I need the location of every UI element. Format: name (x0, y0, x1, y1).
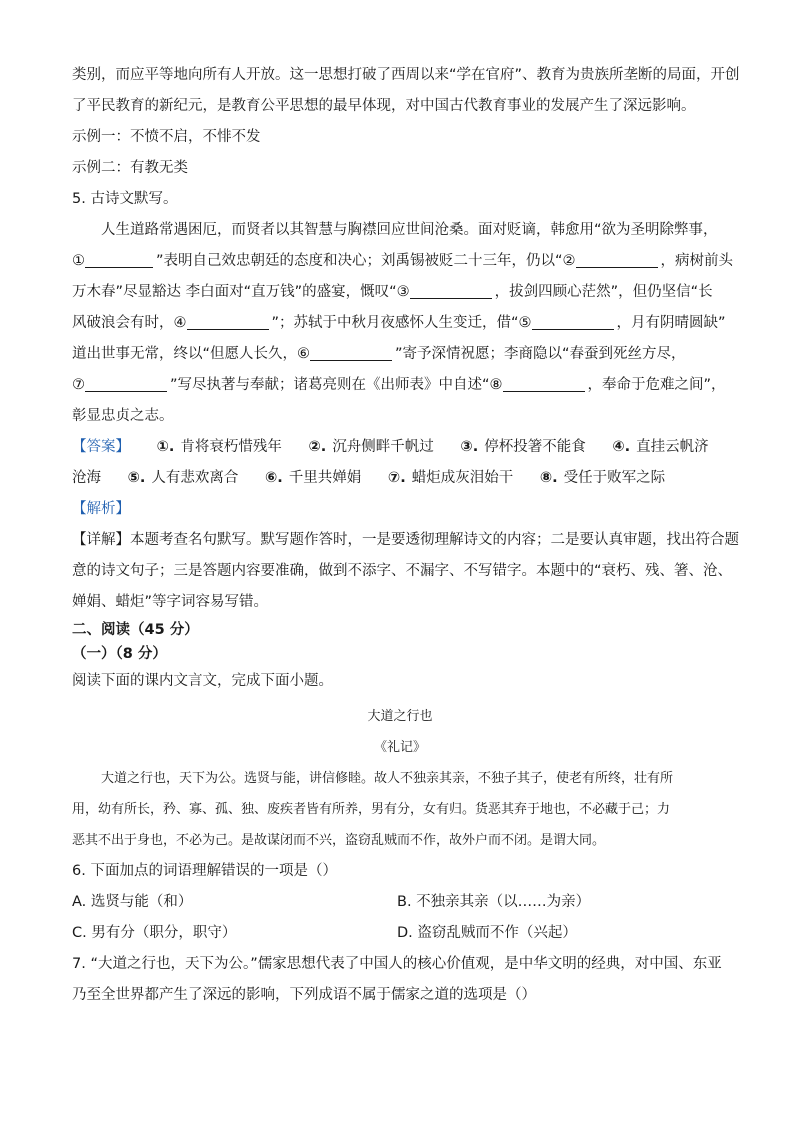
passage-line: 大道之行也，天下为公。选贤与能，讲信修睦。故人不独亲其亲，不独子其子，使老有所终，壮有所 (101, 771, 674, 786)
analysis-label: 【解析】 (72, 501, 130, 517)
option-c[interactable]: C. 男有分（职分，职守） (72, 925, 237, 941)
question-5-title: 5. 古诗文默写。 (72, 191, 178, 207)
answer-continuation: 沧海 (72, 470, 101, 486)
answer-item: ⑦. 蜡炬成灰泪始干 (387, 470, 514, 486)
blank-3[interactable] (410, 281, 492, 299)
blank-5[interactable] (532, 312, 614, 330)
answer-row (72, 432, 728, 463)
option-row (72, 887, 728, 918)
q5-line: 彰显忠贞之志。 (72, 408, 174, 424)
q5-line: 万木春”尽显豁达 李白面对“直万钱”的盛宴，慨叹“③ ，拔剑四顾心茫然”，但仍坚信“长 (72, 277, 728, 308)
subsection-heading: （一）（8 分） (72, 646, 167, 662)
blank-1[interactable] (85, 250, 153, 268)
paragraph-line: 类别，而应平等地向所有人开放。这一思想打破了西周以来“学在官府”、教育为贵族所垄断的局面，开创 (72, 67, 740, 83)
answer-item: ⑥. 千里共婵娟 (265, 470, 362, 486)
example-two: 示例二：有教无类 (72, 160, 188, 176)
blank-4[interactable] (187, 312, 269, 330)
answer-item: ⑤. 人有悲欢离合 (127, 470, 239, 486)
passage-line: 恶其不出于身也，不必为己。是故谋闭而不兴，盗窃乱贼而不作，故外户而不闭。是谓大同。 (72, 833, 606, 848)
detail-line: 【详解】本题考查名句默写。默写题作答时，一是要透彻理解诗文的内容；二是要认真审题，找出符合题 (72, 532, 739, 548)
answer-item: ④. 直挂云帆济 (612, 439, 709, 455)
reading-instruction: 阅读下面的课内文言文，完成下面小题。 (72, 673, 333, 689)
option-row (72, 918, 728, 949)
blank-6[interactable] (310, 343, 392, 361)
q5-line: 道出世事无常，终以“但愿人长久，⑥ ”寄予深情祝愿；李商隐以“春蚕到死丝方尽， (72, 339, 728, 370)
option-a[interactable]: A. 选贤与能（和） (72, 894, 193, 910)
detail-line: 婵娟、蜡炬”等字词容易写错。 (72, 594, 269, 610)
q5-line: 风破浪会有时，④ ”；苏轼于中秋月夜感怀人生变迁，借“⑤ ，月有阴晴圆缺” (72, 308, 728, 339)
passage-line: 用，幼有所长，矜、寡、孤、独、废疾者皆有所养，男有分，女有归。货恶其弃于地也，不必藏于己；力 (72, 802, 671, 817)
answer-item: ⑧. 受任于败军之际 (539, 470, 666, 486)
option-b[interactable]: B. 不独亲其亲（以……为亲） (397, 894, 591, 910)
question-7-line: 乃至全世界都产生了深远的影响，下列成语不属于儒家之道的选项是（） (72, 987, 536, 1003)
q5-line: ⑦ ”写尽执著与奉献；诸葛亮则在《出师表》中自述“⑧ ，奉命于危难之间”， (72, 370, 728, 401)
answer-label: 【答案】 (72, 439, 130, 455)
answer-row (72, 463, 728, 494)
answer-item: ①. 肯将衰朽惜残年 (156, 439, 282, 455)
option-d[interactable]: D. 盗窃乱贼而不作（兴起） (397, 925, 577, 941)
passage-source: 《礼记》 (373, 740, 426, 755)
detail-line: 意的诗文句子；三是答题内容要准确，做到不添字、不漏字、不写错字。本题中的“衰朽、残、箸、沧、 (72, 563, 733, 579)
blank-7[interactable] (85, 374, 167, 392)
paragraph-line: 了平民教育的新纪元，是教育公平思想的最早体现，对中国古代教育事业的发展产生了深远影响。 (72, 98, 696, 114)
question-6-stem: 6. 下面加点的词语理解错误的一项是（） (72, 863, 337, 879)
question-7-line: 7. “大道之行也，天下为公。”儒家思想代表了中国人的核心价值观，是中华文明的经典，对中国、东亚 (72, 956, 722, 972)
section-heading: 二、阅读（45 分） (72, 622, 199, 638)
passage-title: 大道之行也 (367, 709, 433, 724)
detail-label: 【详解】 (72, 532, 130, 548)
q5-line: ① ”表明自己效忠朝廷的态度和决心；刘禹锡被贬二十三年，仍以“② ，病树前头 (72, 246, 728, 277)
q5-line: 人生道路常遇困厄，而贤者以其智慧与胸襟回应世间沧桑。面对贬谪，韩愈用“欲为圣明除弊事， (101, 222, 718, 238)
example-one: 示例一：不愤不启，不悱不发 (72, 129, 261, 145)
blank-8[interactable] (503, 374, 585, 392)
answer-item: ②. 沉舟侧畔千帆过 (308, 439, 434, 455)
blank-2[interactable] (576, 250, 658, 268)
document-page (72, 60, 740, 1011)
answer-item: ③. 停杯投箸不能食 (460, 439, 586, 455)
